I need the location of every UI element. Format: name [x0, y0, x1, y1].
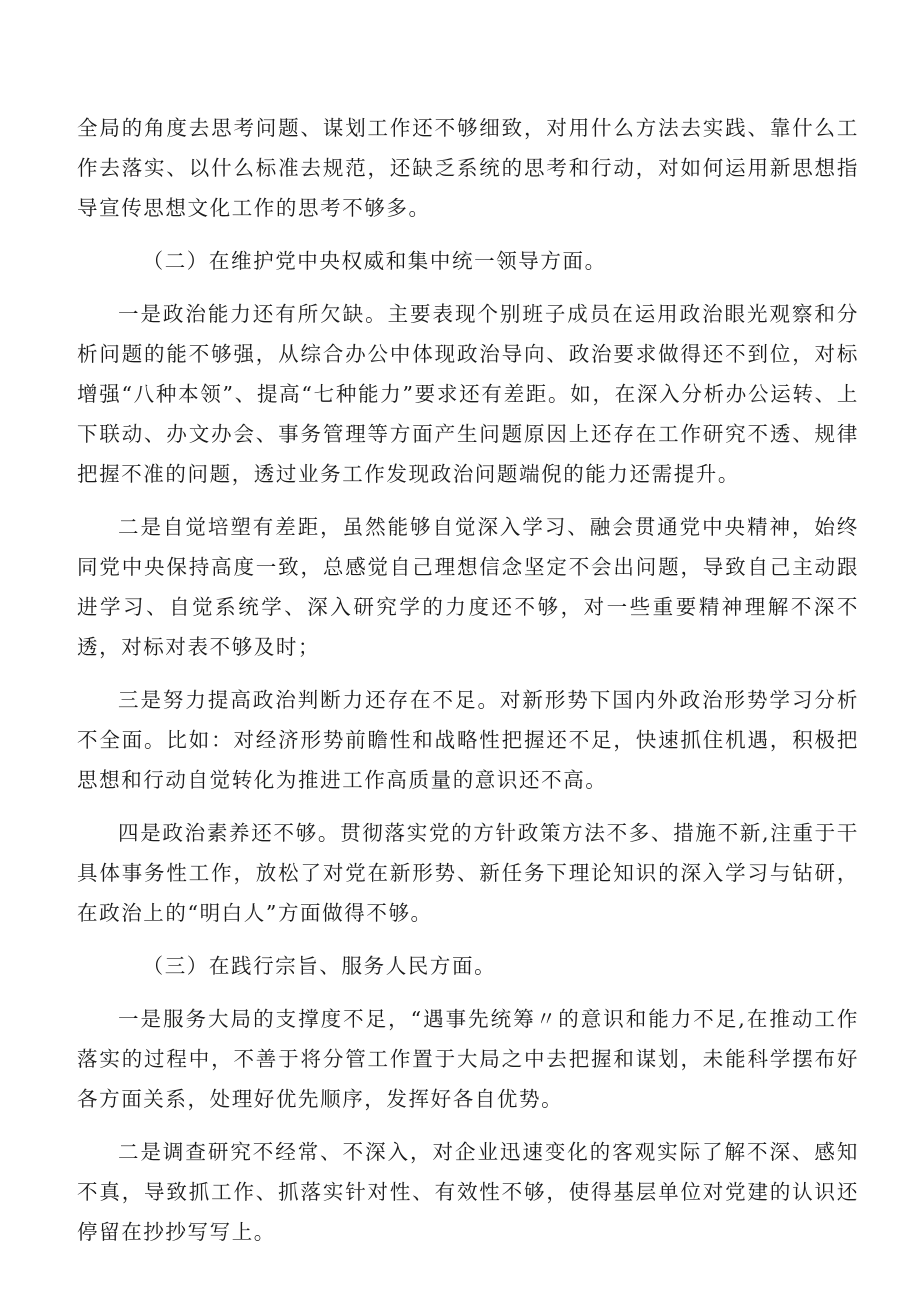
paragraph-continuation: 全局的角度去思考问题、谋划工作还不够细致，对用什么方法去实践、靠什么工作去落实、以什么标准去规范，还缺乏系统的思考和行动，对如何运用新思想指导宣传思想文化工作的思考不够多。	[77, 116, 859, 220]
paragraph-service-2: 二是调查研究不经常、不深入，对企业迅速变化的客观实际了解不深、感知不真，导致抓工作、抓落实针对性、有效性不够，使得基层单位对党建的认识还停留在抄抄写写上。	[77, 1140, 859, 1244]
paragraph-point-1: 一是政治能力还有所欠缺。主要表现个别班子成员在运用政治眼光观察和分析问题的能不够强，从综合办公中体现政治导向、政治要求做得还不到位，对标增强“八种本领”、提高“七种能力”要求还有差距。如，在深入分析办公运转、上下联动、办文办会、事务管理等方面产生问题原因上还存在工作研究不透、规律把握不准的问题，透过业务工作发现政治问题端倪的能力还需提升。	[77, 302, 859, 486]
paragraph-service-1: 一是服务大局的支撑度不足，“遇事先统筹〃的意识和能力不足,在推动工作落实的过程中，不善于将分管工作置于大局之中去把握和谋划，未能科学摆布好各方面关系，处理好优先顺序，发挥好各自优势。	[77, 1007, 859, 1111]
paragraph-point-2: 二是自觉培塑有差距，虽然能够自觉深入学习、融会贯通党中央精神，始终同党中央保持高度一致，总感觉自己理想信念坚定不会出问题，导致自己主动跟进学习、自觉系统学、深入研究学的力度还不够，对一些重要精神理解不深不透，对标对表不够及时；	[77, 515, 859, 659]
document-body	[77, 108, 859, 1265]
paragraph-point-3: 三是努力提高政治判断力还存在不足。对新形势下国内外政治形势学习分析不全面。比如：对经济形势前瞻性和战略性把握还不足，快速抓住机遇，积极把思想和行动自觉转化为推进工作高质量的意识还不高。	[77, 688, 859, 792]
section-heading-2: （二）在维护党中央权威和集中统一领导方面。	[142, 249, 607, 273]
section-heading-3: （三）在践行宗旨、服务人民方面。	[142, 954, 497, 978]
paragraph-point-4: 四是政治素养还不够。贯彻落实党的方针政策方法不多、措施不新,注重于干具体事务性工作，放松了对党在新形势、新任务下理论知识的深入学习与钻研，在政治上的“明白人”方面做得不够。	[77, 821, 859, 925]
